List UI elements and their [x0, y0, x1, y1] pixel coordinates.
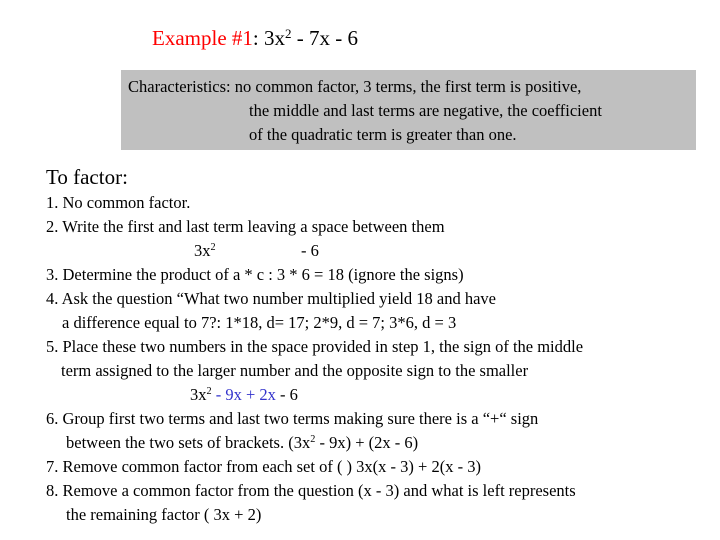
step-2-first-term-exponent: 2	[210, 242, 216, 254]
slide-title	[152, 24, 358, 52]
step-1: 1. No common factor.	[46, 193, 191, 212]
example-label: Example #1	[152, 26, 253, 50]
title-colon: :	[252, 26, 259, 50]
step-8-line-1: 8. Remove a common factor from the question (x - 3) and what is left represents	[46, 481, 576, 500]
step-5-expression-exponent: 2	[206, 386, 212, 398]
title-expression-base: 3x	[263, 26, 285, 50]
step-3: 3. Determine the product of a * c : 3 * 6 = 18 (ignore the signs)	[46, 265, 464, 284]
step-5-line-2: term assigned to the larger number and the opposite sign to the smaller	[61, 361, 529, 380]
step-8-line-2: the remaining factor ( 3x + 2)	[66, 505, 262, 524]
step-5-expression-last: - 6	[275, 385, 298, 404]
characteristics-line-1: Characteristics: no common factor, 3 terms, the first term is positive,	[128, 77, 582, 96]
step-6-line-1: 6. Group first two terms and last two terms making sure there is a “+“ sign	[46, 409, 539, 428]
characteristics-line-2: the middle and last terms are negative, the coefficient	[249, 101, 602, 120]
to-factor-heading: To factor:	[46, 165, 128, 189]
characteristics-line-3: of the quadratic term is greater than one.	[249, 125, 517, 144]
characteristics-box	[121, 70, 696, 150]
step-5-expression-middle: - 9x + 2x	[211, 385, 276, 404]
step-6-line-2-exponent: 2	[310, 434, 316, 446]
step-2-last-term: - 6	[301, 241, 319, 260]
title-expression-rest: - 7x - 6	[291, 26, 358, 50]
step-6-line-2	[66, 431, 418, 455]
step-2-first-term-base: 3x	[194, 241, 211, 260]
step-4-line-2: a difference equal to 7?: 1*18, d= 17; 2*9, d = 7; 3*6, d = 3	[62, 313, 457, 332]
step-5-expression	[190, 383, 298, 407]
step-2: 2. Write the first and last term leaving a space between them	[46, 217, 445, 236]
step-6-line-2-pre: between the two sets of brackets. (3x	[66, 433, 311, 452]
title-expression-exponent: 2	[284, 25, 292, 41]
step-6-line-2-post: - 9x) + (2x - 6)	[315, 433, 419, 452]
step-2-first-term	[194, 239, 216, 263]
step-4-line-1: 4. Ask the question “What two number multiplied yield 18 and have	[46, 289, 496, 308]
step-7: 7. Remove common factor from each set of ( ) 3x(x - 3) + 2(x - 3)	[46, 457, 481, 476]
step-5-line-1: 5. Place these two numbers in the space provided in step 1, the sign of the middle	[46, 337, 584, 356]
step-5-expression-base: 3x	[190, 385, 207, 404]
